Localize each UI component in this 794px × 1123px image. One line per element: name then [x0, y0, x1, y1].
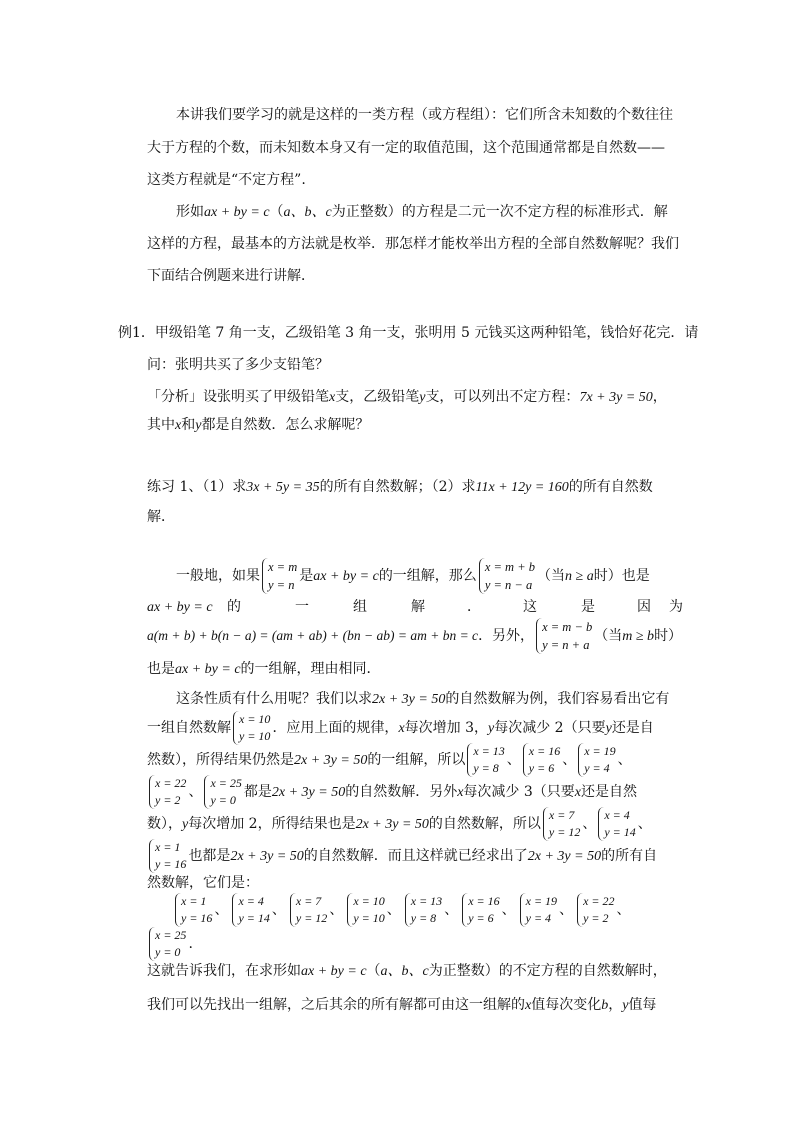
- equation: 7x + 3y = 50: [579, 390, 653, 405]
- equation-system: x = 4 y = 14: [232, 893, 269, 927]
- equation-system: x = 13 y = 8: [467, 743, 504, 777]
- general-line: a(m + b) + b(n − a) = (am + ab) + (bn − ab) = am + bn = c．另外， x = m − b y = n + a （当m ≥ b时）: [147, 620, 683, 652]
- equation-system: x = m − b y = n + a: [536, 618, 592, 654]
- general-line: 也是ax + by = c的一组解，理由相同．: [147, 661, 381, 677]
- separator: 、: [444, 902, 459, 918]
- equation: 11x + 12y = 160: [475, 480, 569, 495]
- usage-line: x = 1 y = 16 也都是2x + 3y = 50的自然数解．而且这样就已经求出了2x + 3y = 50的所有自: [147, 838, 657, 875]
- usage-line: 这条性质有什么用呢？我们以求2x + 3y = 50的自然数解为例，我们容易看出它有: [176, 691, 670, 707]
- usage-line: x = 22 y = 2 、 x = 25 y = 0 都是2x + 3y = 50的自然数解．另外x每次减少 3（只要x还是自然: [147, 774, 637, 811]
- solution-list: [173, 892, 633, 928]
- equation: 3x + 5y = 35: [246, 480, 320, 495]
- separator: 、: [329, 902, 344, 918]
- equation: 2x + 3y = 50: [271, 785, 346, 800]
- equation-system: x = 19 y = 4: [520, 893, 557, 927]
- equation-system: x = 25 y = 0: [204, 775, 241, 809]
- usage-line: 数），y每次增加 2，所得结果也是2x + 3y = 50的自然数解，所以 x = 7 y = 12 、 x = 4 y = 14 、: [147, 808, 652, 839]
- practice-line: 练习 1、（1）求3x + 5y = 35的所有自然数解；（2）求11x + 12y = 160的所有自然数: [147, 479, 653, 495]
- equation: ax + by = c: [147, 600, 213, 615]
- equation-system: x = 10 y = 10: [347, 893, 384, 927]
- separator: 、: [501, 902, 516, 918]
- equation-system: x = 22 y = 2: [577, 893, 614, 927]
- separator: 、: [559, 902, 574, 918]
- equation: ax + by = c: [313, 569, 379, 584]
- analysis-line: 「分析」设张明买了甲级铅笔x支，乙级铅笔y支，可以列出不定方程：7x + 3y = 50，: [147, 389, 667, 405]
- conclusion-line: 这就告诉我们，在求形如ax + by = c（a、b、c为正整数）的不定方程的自然数解时，: [147, 963, 667, 979]
- intro-line: 这类方程就是“不定方程”.: [147, 172, 306, 188]
- equation-system: x = 25 y = 0: [149, 927, 186, 961]
- equation: 2x + 3y = 50: [527, 849, 602, 864]
- equation-system: x = 16 y = 6: [523, 743, 560, 777]
- equation: 2x + 3y = 50: [230, 849, 304, 864]
- intro-line: 这样的方程，最基本的方法就是枚举．那怎样才能枚举出方程的全部自然数解呢？我们: [147, 236, 679, 252]
- example-line: 问：张明共买了多少支铅笔？: [147, 357, 329, 373]
- example-line: 例1．甲级铅笔 7 角一支，乙级铅笔 3 角一支，张明用 5 元钱买这两种铅笔，钱恰好花完．请: [118, 325, 699, 341]
- conclusion-line: 我们可以先找出一组解，之后其余的所有解都可由这一组解的x值每次变化b，y值每: [147, 997, 657, 1013]
- equation-system: x = 13 y = 8: [405, 893, 442, 927]
- equation-system: x = 10 y = 10: [233, 711, 270, 745]
- intro-line: 下面结合例题来进行讲解．: [147, 268, 315, 284]
- separator: 、: [386, 902, 401, 918]
- usage-line: 然数），所得结果仍然是2x + 3y = 50的一组解，所以 x = 13 y = 8 、 x = 16 y = 6 、 x = 19 y = 4 、: [147, 744, 632, 775]
- practice-line: 解．: [147, 509, 175, 525]
- usage-line: 一组自然数解 x = 10 y = 10 ．应用上面的规律，x每次增加 3，y每次减少 2（只要y还是自: [147, 712, 654, 743]
- intro-line: 本讲我们要学习的就是这样的一类方程（或方程组）：它们所含未知数的个数往往: [176, 107, 673, 123]
- equation: 2x + 3y = 50: [294, 753, 368, 768]
- separator: 、: [271, 902, 286, 918]
- analysis-line: 其中x和y都是自然数．怎么求解呢？: [147, 417, 370, 433]
- equation-system: x = 19 y = 4: [578, 743, 615, 777]
- equation: 2x + 3y = 50: [372, 692, 446, 707]
- general-line: ax + by = c 的 一 组 解 ． 这 是 因 为: [147, 599, 683, 615]
- equation-system: x = m + b y = n − a: [479, 558, 535, 594]
- example-label: 例1．: [118, 325, 155, 341]
- equation-system: x = 1 y = 16: [175, 893, 212, 927]
- equation: a(m + b) + b(n − a) = (am + ab) + (bn − ab) = am + bn = c: [147, 628, 479, 643]
- equation-system: x = m y = n: [262, 558, 297, 594]
- equation: ax + by = c: [175, 662, 241, 677]
- separator: 、: [214, 902, 229, 918]
- solution-list-end: x = 25 y = 0 .: [147, 926, 193, 962]
- equation-system: x = 7 y = 12: [543, 807, 580, 841]
- intro-line: 大于方程的个数，而未知数本身又有一定的取值范围，这个范围通常都是自然数——: [147, 140, 665, 156]
- separator: 、: [616, 902, 631, 918]
- equation-system: x = 22 y = 2: [149, 775, 186, 809]
- equation: ax + by = c: [301, 964, 367, 979]
- usage-line: 然数解，它们是：: [147, 875, 259, 891]
- equation-system: x = 4 y = 14: [598, 807, 635, 841]
- equation-system: x = 7 y = 12: [290, 893, 327, 927]
- equation: 2x + 3y = 50: [355, 817, 429, 832]
- general-line: 一般地，如果 x = m y = n 是ax + by = c的一组解，那么 x = m + b y = n − a （当n ≥ a时）也是: [176, 560, 650, 592]
- equation: ax + by = c: [204, 205, 270, 220]
- intro-line: 形如ax + by = c（a、b、c为正整数）的方程是二元一次不定方程的标准形式．解: [176, 204, 668, 220]
- analysis-tag: 「分析」: [147, 389, 203, 405]
- equation-system: x = 16 y = 6: [462, 893, 499, 927]
- equation-system: x = 1 y = 16: [149, 839, 186, 873]
